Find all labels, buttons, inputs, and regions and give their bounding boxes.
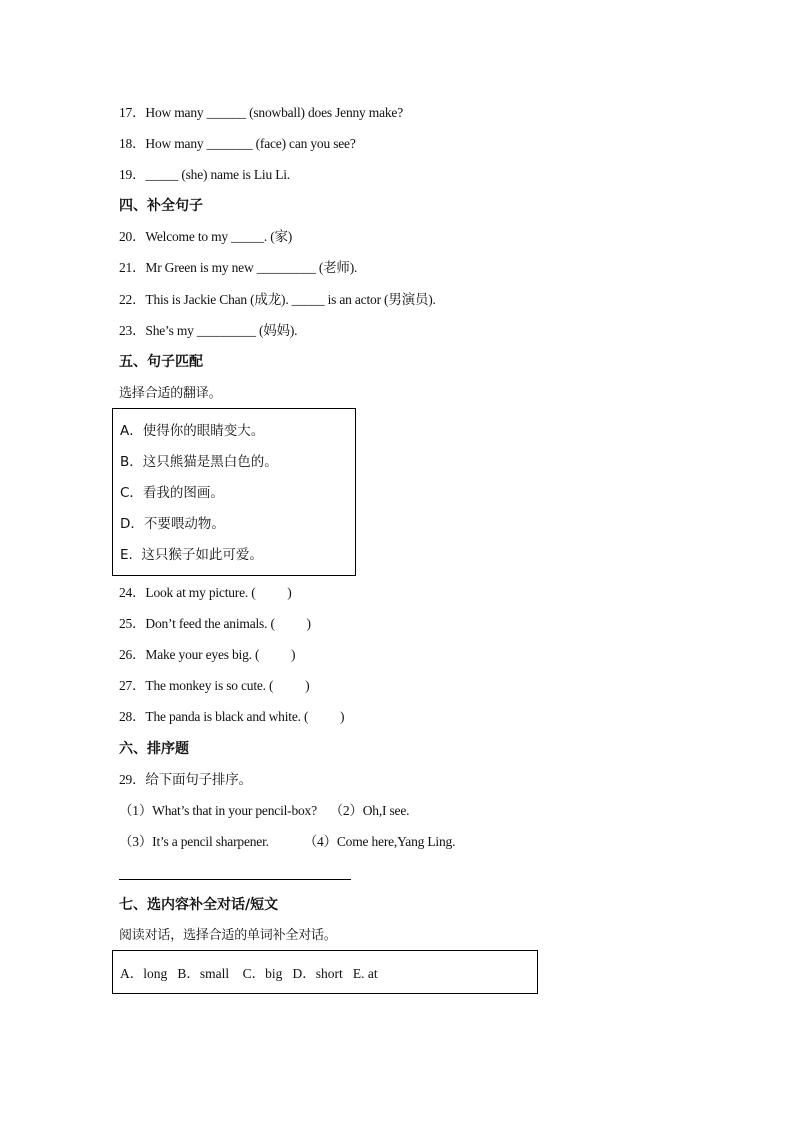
option-a: A．使得你的眼睛变大。 [120,423,265,439]
option-e: E. 这只猴子如此可爱。 [120,547,263,563]
section7-heading: 七、选内容补全对话/短文 [119,897,279,913]
q29-row1: （1）What’s that in your pencil-box? （2）Oh,I see. [119,803,410,818]
word-bank-box [112,950,538,994]
q18: 18．How many _______ (face) can you see? [119,136,356,151]
q21: 21．Mr Green is my new _________ (老师). [119,260,358,275]
section5-instruction: 选择合适的翻译。 [119,386,222,401]
option-d: D．不要喂动物。 [120,516,225,532]
q17: 17．How many ______ (snowball) does Jenny make? [119,105,403,120]
section6-heading: 六、排序题 [119,741,189,757]
q27: 27．The monkey is so cute. ( ) [119,678,310,693]
q22: 22．This is Jackie Chan (成龙). _____ is an actor (男演员). [119,292,436,307]
option-b: B．这只熊猫是黑白色的。 [120,454,278,470]
q28: 28．The panda is black and white. ( ) [119,709,345,724]
q23: 23．She’s my _________ (妈妈). [119,323,298,338]
q19: 19．_____ (she) name is Liu Li. [119,167,290,182]
section4-heading: 四、补全句子 [119,198,203,214]
q26: 26．Make your eyes big. ( ) [119,647,296,662]
option-c: C．看我的图画。 [120,485,224,501]
q25: 25．Don’t feed the animals. ( ) [119,616,311,631]
q29-row2: （3）It’s a pencil sharpener. （4）Come here,Yang Ling. [119,834,456,849]
options-box [112,408,356,576]
q24: 24．Look at my picture. ( ) [119,585,292,600]
answer-line [119,879,351,880]
section7-instruction: 阅读对话，选择合适的单词补全对话。 [119,928,337,943]
section5-heading: 五、句子匹配 [119,354,203,370]
q29: 29．给下面句子排序。 [119,772,252,787]
word-bank: A．long B．small C．big D．short E. at [120,966,378,981]
q20: 20．Welcome to my _____. (家) [119,229,293,244]
